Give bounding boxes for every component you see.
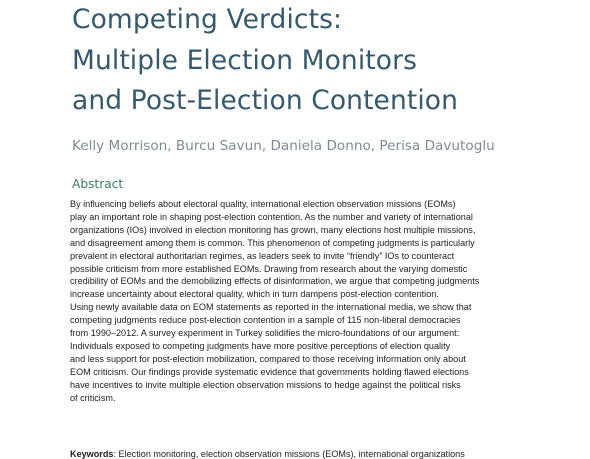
title-line: and Post-Election Contention (72, 85, 459, 116)
abstract-line: increase uncertainty about electoral quality, which in turn dampens post-election contention. (70, 289, 439, 300)
abstract-body (70, 198, 590, 405)
abstract-line: competing judgments reduce post-election contention in a sample of 115 non-liberal democracies (70, 315, 461, 326)
abstract-line: organizations (IOs) involved in election monitoring has grown, many elections host multiple missions, (70, 224, 476, 235)
abstract-line: of criticism. (70, 392, 116, 403)
abstract-line: By influencing beliefs about electoral quality, international election observation missions (EOMs) (70, 199, 456, 209)
abstract-line: prevalent in electoral authoritarian regimes, as leaders seek to invite “friendly” IOs to counteract (70, 250, 455, 261)
abstract-line: Individuals exposed to competing judgments have more positive perceptions of election quality (70, 340, 451, 351)
author-list: Kelly Morrison, Burcu Savun, Daniela Donno, Perisa Davutoglu (72, 138, 495, 154)
abstract-line: and less support for post-election mobilization, compared to those receiving information only about (70, 353, 466, 364)
abstract-line: play an important role in shaping post-election contention. As the number and variety of international (70, 211, 473, 222)
paper-title (72, 0, 458, 122)
abstract-line: from 1990–2012. A survey experiment in Turkey solidifies the micro-foundations of our argument: (70, 328, 460, 339)
title-line: Competing Verdicts: (72, 4, 343, 35)
keywords-separator: : (113, 449, 119, 459)
abstract-heading: Abstract (72, 177, 124, 191)
abstract-line: Using newly available data on EOM statements as reported in the international media, we show that (70, 302, 472, 313)
abstract-line: and disagreement among them is common. This phenomenon of competing judgments is particularly (70, 237, 475, 248)
abstract-line: EOM criticism. Our findings provide systematic evidence that governments holding flawed elections (70, 366, 469, 377)
keywords-text: Election monitoring, election observation missions (EOMs), international organizations (118, 449, 465, 459)
abstract-line: credibility of EOMs and the demobilizing effects of disinformation, we argue that competing judgments (70, 276, 480, 287)
keywords-label: Keywords (70, 449, 114, 459)
title-line: Multiple Election Monitors (72, 44, 417, 76)
abstract-line: possible criticism from more established EOMs. Drawing from research about the varying domestic (70, 263, 468, 274)
abstract-line: have incentives to invite multiple election observation missions to hedge against the political risks (70, 379, 461, 390)
